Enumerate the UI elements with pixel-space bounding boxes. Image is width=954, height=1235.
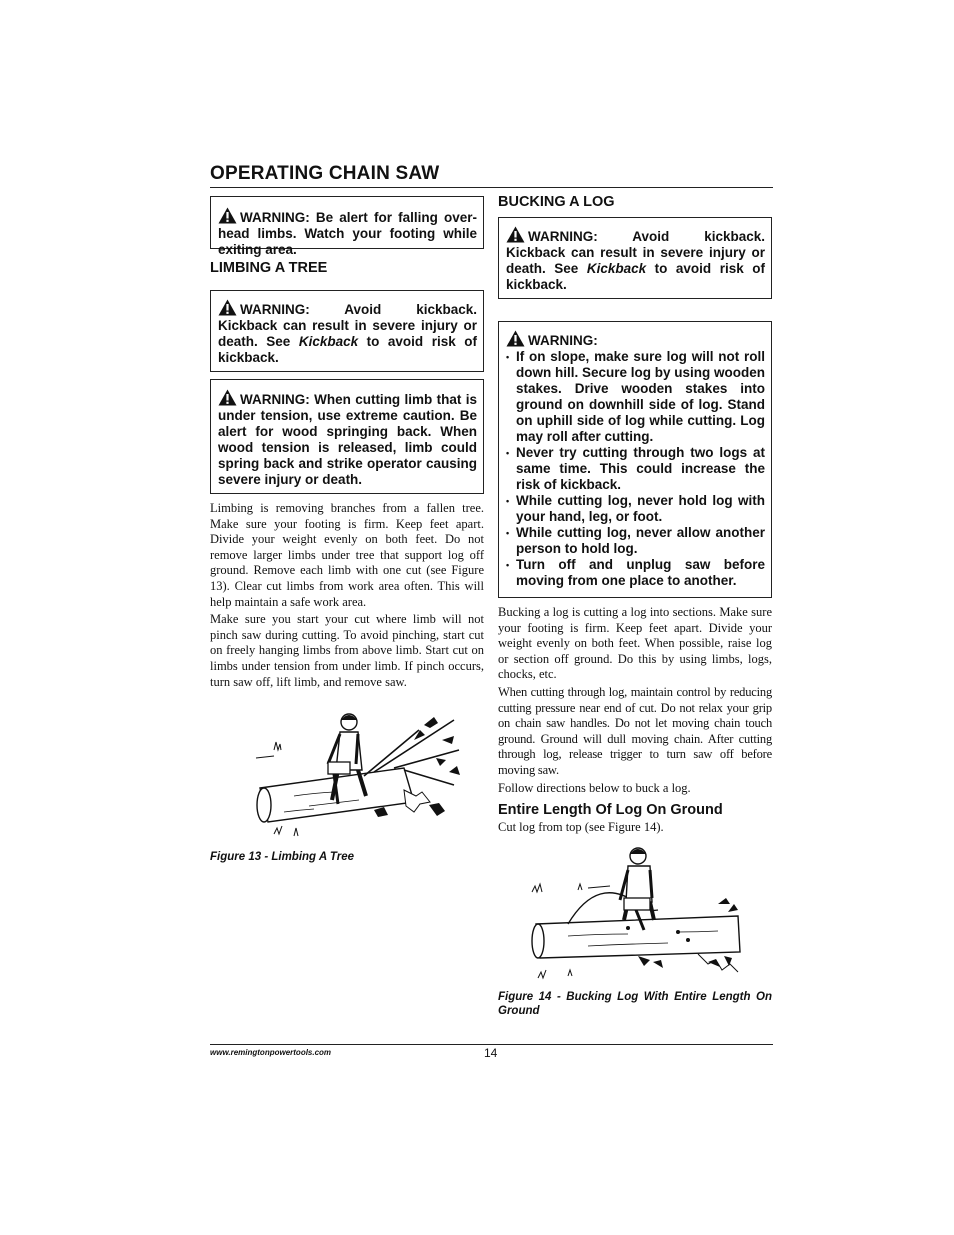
page-title: OPERATING CHAIN SAW <box>210 163 440 184</box>
warning-kickback-text: WARNING: Avoid kickback. Kickback can result in severe injury or death. See <box>218 302 477 349</box>
kickback-link[interactable]: Kickback <box>298 334 359 349</box>
footer-url[interactable]: www.remingtonpowertools.com <box>210 1048 332 1057</box>
title-divider <box>210 187 773 188</box>
warning-limb-tension <box>210 379 484 494</box>
warning-kickback-text: WARNING: Avoid kickback. Kickback can result in severe injury or death. See <box>506 229 765 276</box>
bucking-paragraph-1: Bucking a log is cutting a log into sections. Make sure your footing is firm. Keep feet apart. Divide your weight evenly on both feet. When possible, raise log or section off ground. Do this by using limbs, logs, chocks, etc. <box>498 605 772 682</box>
entire-length-text: Cut log from top (see Figure 14). <box>498 820 664 835</box>
entire-length-heading: Entire Length Of Log On Ground <box>498 802 723 819</box>
warning-tension-text: WARNING: When cutting limb that is under tension, use extreme caution. Be alert for wood springing back. When wood tension is released, limb could spring back and strike operator causing severe injury or death. <box>218 392 477 487</box>
right-column <box>498 193 772 1018</box>
left-column <box>210 196 484 864</box>
warning-kickback-right <box>498 217 772 299</box>
warning-falling-text: WARNING: Be alert for falling over-head limbs. Watch your footing while exiting area. <box>218 210 477 257</box>
warning-kickback-text-end: to avoid risk of kickback. <box>506 261 765 292</box>
limbing-paragraph-2: Make sure you start your cut where limb will not pinch saw during cutting. To avoid pinching, start cut on freely hanging limbs from above limb. Start cut on limbs under tension from under limb. If pinch occurs, turn saw off, lift limb, and remove saw. <box>210 612 484 689</box>
warning-triangle-icon <box>218 299 237 316</box>
page-number: 14 <box>484 1046 498 1060</box>
warning-falling-limbs <box>210 196 484 257</box>
warning-kickback-left <box>210 290 484 372</box>
figure-13-limbing-illustration <box>254 710 464 842</box>
bucking-paragraph-3: Follow directions below to buck a log. <box>498 780 691 795</box>
warning-triangle-icon <box>506 226 525 243</box>
limbing-heading: LIMBING A TREE <box>210 260 328 276</box>
warning-list-item: • If on slope, make sure log will not roll down hill. Secure log by using wooden stakes. Drive wooden stakes into ground on downhill side of log. Stand on uphill side of log while cutting. Log may roll after cutting. <box>506 349 765 445</box>
bucking-paragraph-2: When cutting through log, maintain control by reducing cutting pressure near end of cut. Do not relax your grip on chain saw handles. Do not let moving chain touch ground. Ground will dull moving chain. After cutting through log, release trigger to turn saw off before moving saw. <box>498 684 772 777</box>
footer-divider <box>210 1044 773 1045</box>
warning-triangle-icon <box>218 207 237 224</box>
figure-14-caption: Figure 14 - Bucking Log With Entire Length On Ground <box>498 990 772 1017</box>
limbing-paragraph-1: Limbing is removing branches from a fallen tree. Make sure your footing is firm. Keep feet apart. Divide your weight evenly on both feet. Do not remove larger limbs under tree that support log off ground. Remove each limb with one cut (see Figure 13). Clear cut limbs from work area often. This will help maintain a safe work area. <box>210 501 484 609</box>
warning-triangle-icon <box>218 389 237 406</box>
warning-list <box>506 349 765 589</box>
warning-triangle-icon <box>506 330 525 347</box>
warning-list-item: • While cutting log, never hold log with your hand, leg, or foot. <box>506 493 765 525</box>
warning-list-item: • While cutting log, never allow another person to hold log. <box>506 525 765 557</box>
figure-14-bucking-illustration <box>528 844 743 986</box>
kickback-link[interactable]: Kickback <box>586 261 647 276</box>
warning-list-item: • Turn off and unplug saw before moving from one place to another. <box>506 557 765 589</box>
figure-13-caption: Figure 13 - Limbing A Tree <box>210 851 354 864</box>
warning-kickback-text-end: to avoid risk of kickback. <box>218 334 477 365</box>
warning-label: WARNING: <box>528 333 598 348</box>
warning-bucking-list <box>498 321 772 598</box>
bucking-heading: BUCKING A LOG <box>498 194 615 210</box>
warning-list-item: • Never try cutting through two logs at same time. This could increase the risk of kickback. <box>506 445 765 493</box>
